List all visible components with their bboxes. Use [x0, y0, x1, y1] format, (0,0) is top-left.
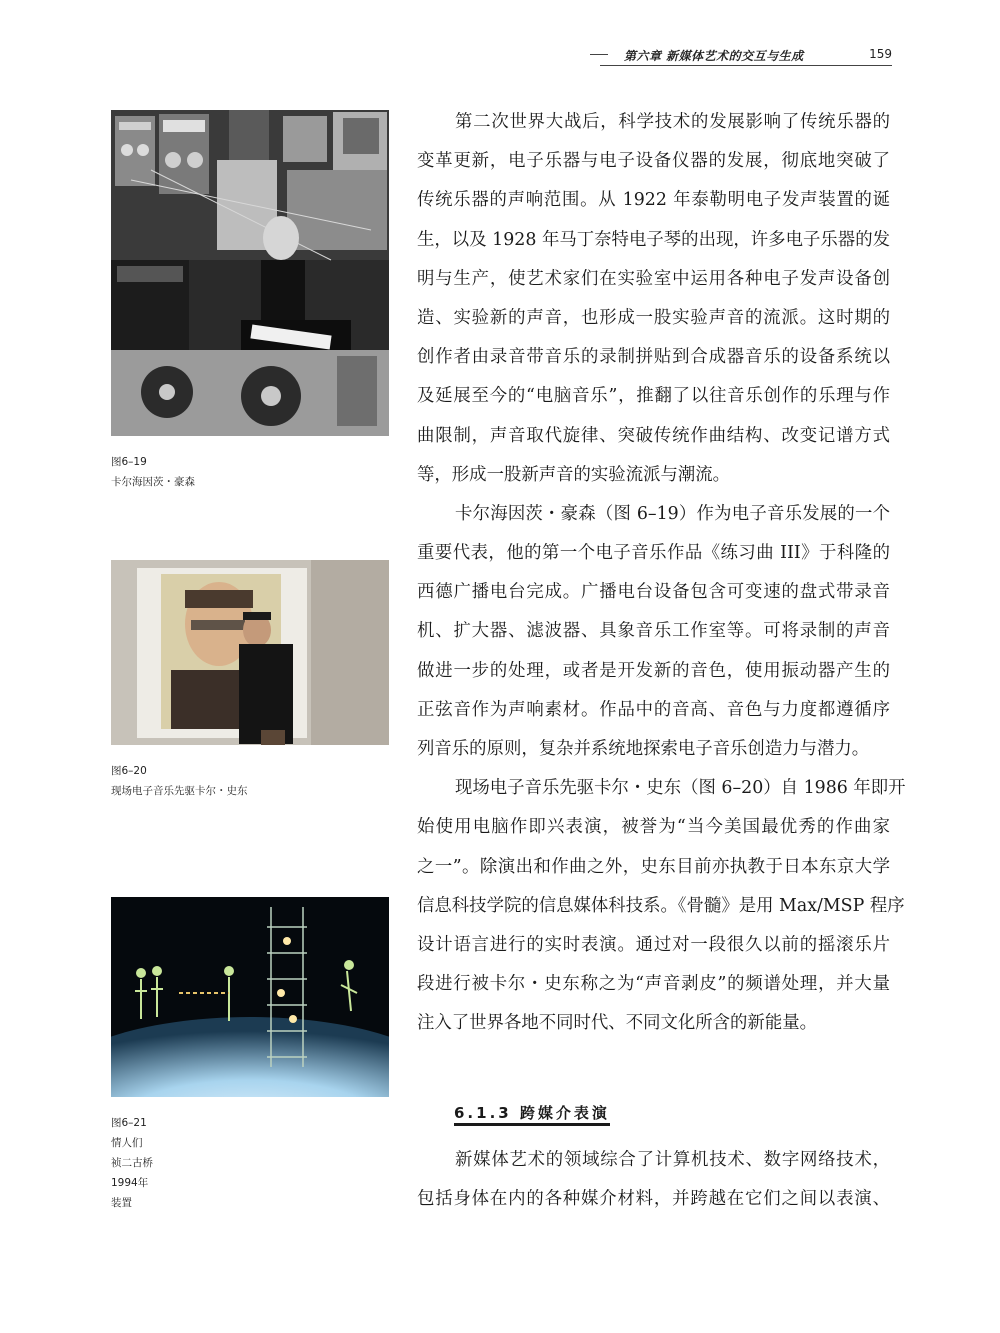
caption-line: 卡尔海因茨・豪森	[111, 476, 195, 488]
figure-6-19-photo	[111, 110, 389, 436]
paragraph-line: 列音乐的原则，复杂并系统地探索电子音乐创造力与潜力。	[417, 739, 870, 759]
caption-line: 祯二古桥	[111, 1157, 153, 1169]
paragraph-line: 重要代表，他的第一个电子音乐作品《练习曲 III》于科隆的	[417, 543, 890, 564]
header-rule-stub	[590, 54, 608, 55]
paragraph-line: 第二次世界大战后，科学技术的发展影响了传统乐器的	[455, 112, 890, 132]
paragraph-line: 之一”。除演出和作曲之外，史东目前亦执教于日本东京大学	[417, 856, 890, 877]
caption-line: 情人们	[111, 1137, 143, 1149]
chapter-title: 第六章 新媒体艺术的交互与生成	[624, 49, 804, 63]
figure-6-21-photo	[111, 897, 389, 1097]
paragraph-line: 生，以及 1928 年马丁奈特电子琴的出现，许多电子乐器的发	[417, 229, 890, 250]
paragraph-line: 做进一步的处理，或者是开发新的音色，使用振动器产生的	[417, 660, 890, 681]
paragraph-line: 现场电子音乐先驱卡尔・史东（图 6–20）自 1986 年即开	[455, 778, 906, 799]
paragraph-line: 明与生产，使艺术家们在实验室中运用各种电子发声设备创	[417, 268, 890, 289]
paragraph-line: 曲限制，声音取代旋律、突破传统作曲结构、改变记谱方式	[417, 425, 890, 446]
paragraph-line: 西德广播电台完成。广播电台设备包含可变速的盘式带录音	[417, 582, 890, 603]
section-heading-underline	[454, 1123, 610, 1126]
section-heading	[454, 1102, 610, 1126]
paragraph-line: 等，形成一股新声音的实验流派与潮流。	[417, 464, 731, 485]
paragraph-line: 包括身体在内的各种媒介材料，并跨越在它们之间以表演、	[417, 1189, 890, 1210]
figure-6-20-caption	[111, 761, 248, 801]
body-text	[417, 103, 906, 1044]
paragraph-line: 变革更新，电子乐器与电子设备仪器的发展，彻底地突破了	[417, 151, 890, 172]
page-number: 159	[869, 47, 892, 61]
caption-line: 现场电子音乐先驱卡尔・史东	[111, 785, 248, 797]
running-header	[600, 44, 892, 66]
caption-number: 图6–20	[111, 765, 147, 777]
figure-6-20-photo	[111, 560, 389, 745]
paragraph-line: 始使用电脑作即兴表演，被誉为“当今美国最优秀的作曲家	[417, 817, 890, 838]
section-heading-text: 6.1.3 跨媒介表演	[454, 1104, 610, 1122]
figure-6-21-caption	[111, 1113, 153, 1213]
figure-6-19-caption	[111, 452, 195, 492]
paragraph-line: 及延展至今的“电脑音乐”，推翻了以往音乐创作的乐理与作	[417, 386, 890, 407]
header-rule	[600, 65, 892, 66]
paragraph-line: 信息科技学院的信息媒体科技系。《骨髓》是用 Max/MSP 程序	[417, 895, 905, 916]
paragraph-line: 注入了世界各地不同时代、不同文化所含的新能量。	[417, 1013, 817, 1034]
paragraph-line: 设计语言进行的实时表演。通过对一段很久以前的摇滚乐片	[417, 934, 890, 955]
caption-line: 装置	[111, 1197, 132, 1209]
paragraph-line: 正弦音作为声响素材。作品中的音高、音色与力度都遵循序	[417, 699, 890, 720]
paragraph-line: 造、实验新的声音，也形成一股实验声音的流派。这时期的	[417, 307, 890, 328]
caption-number: 图6–19	[111, 456, 147, 468]
caption-line: 1994年	[111, 1177, 149, 1189]
paragraph-line: 创作者由录音带音乐的录制拼贴到合成器音乐的设备系统以	[417, 347, 890, 368]
paragraph-line: 传统乐器的声响范围。从 1922 年泰勒明电子发声装置的诞	[417, 190, 890, 211]
paragraph-line: 机、扩大器、滤波器、具象音乐工作室等。可将录制的声音	[417, 621, 890, 642]
paragraph-line: 卡尔海因茨・豪森（图 6–19）作为电子音乐发展的一个	[455, 503, 890, 524]
caption-number: 图6–21	[111, 1117, 147, 1129]
paragraph-line: 段进行被卡尔・史东称之为“声音剥皮”的频谱处理，并大量	[417, 974, 890, 995]
paragraph-line: 新媒体艺术的领域综合了计算机技术、数字网络技术，	[455, 1150, 890, 1170]
section-body-text	[417, 1141, 890, 1219]
